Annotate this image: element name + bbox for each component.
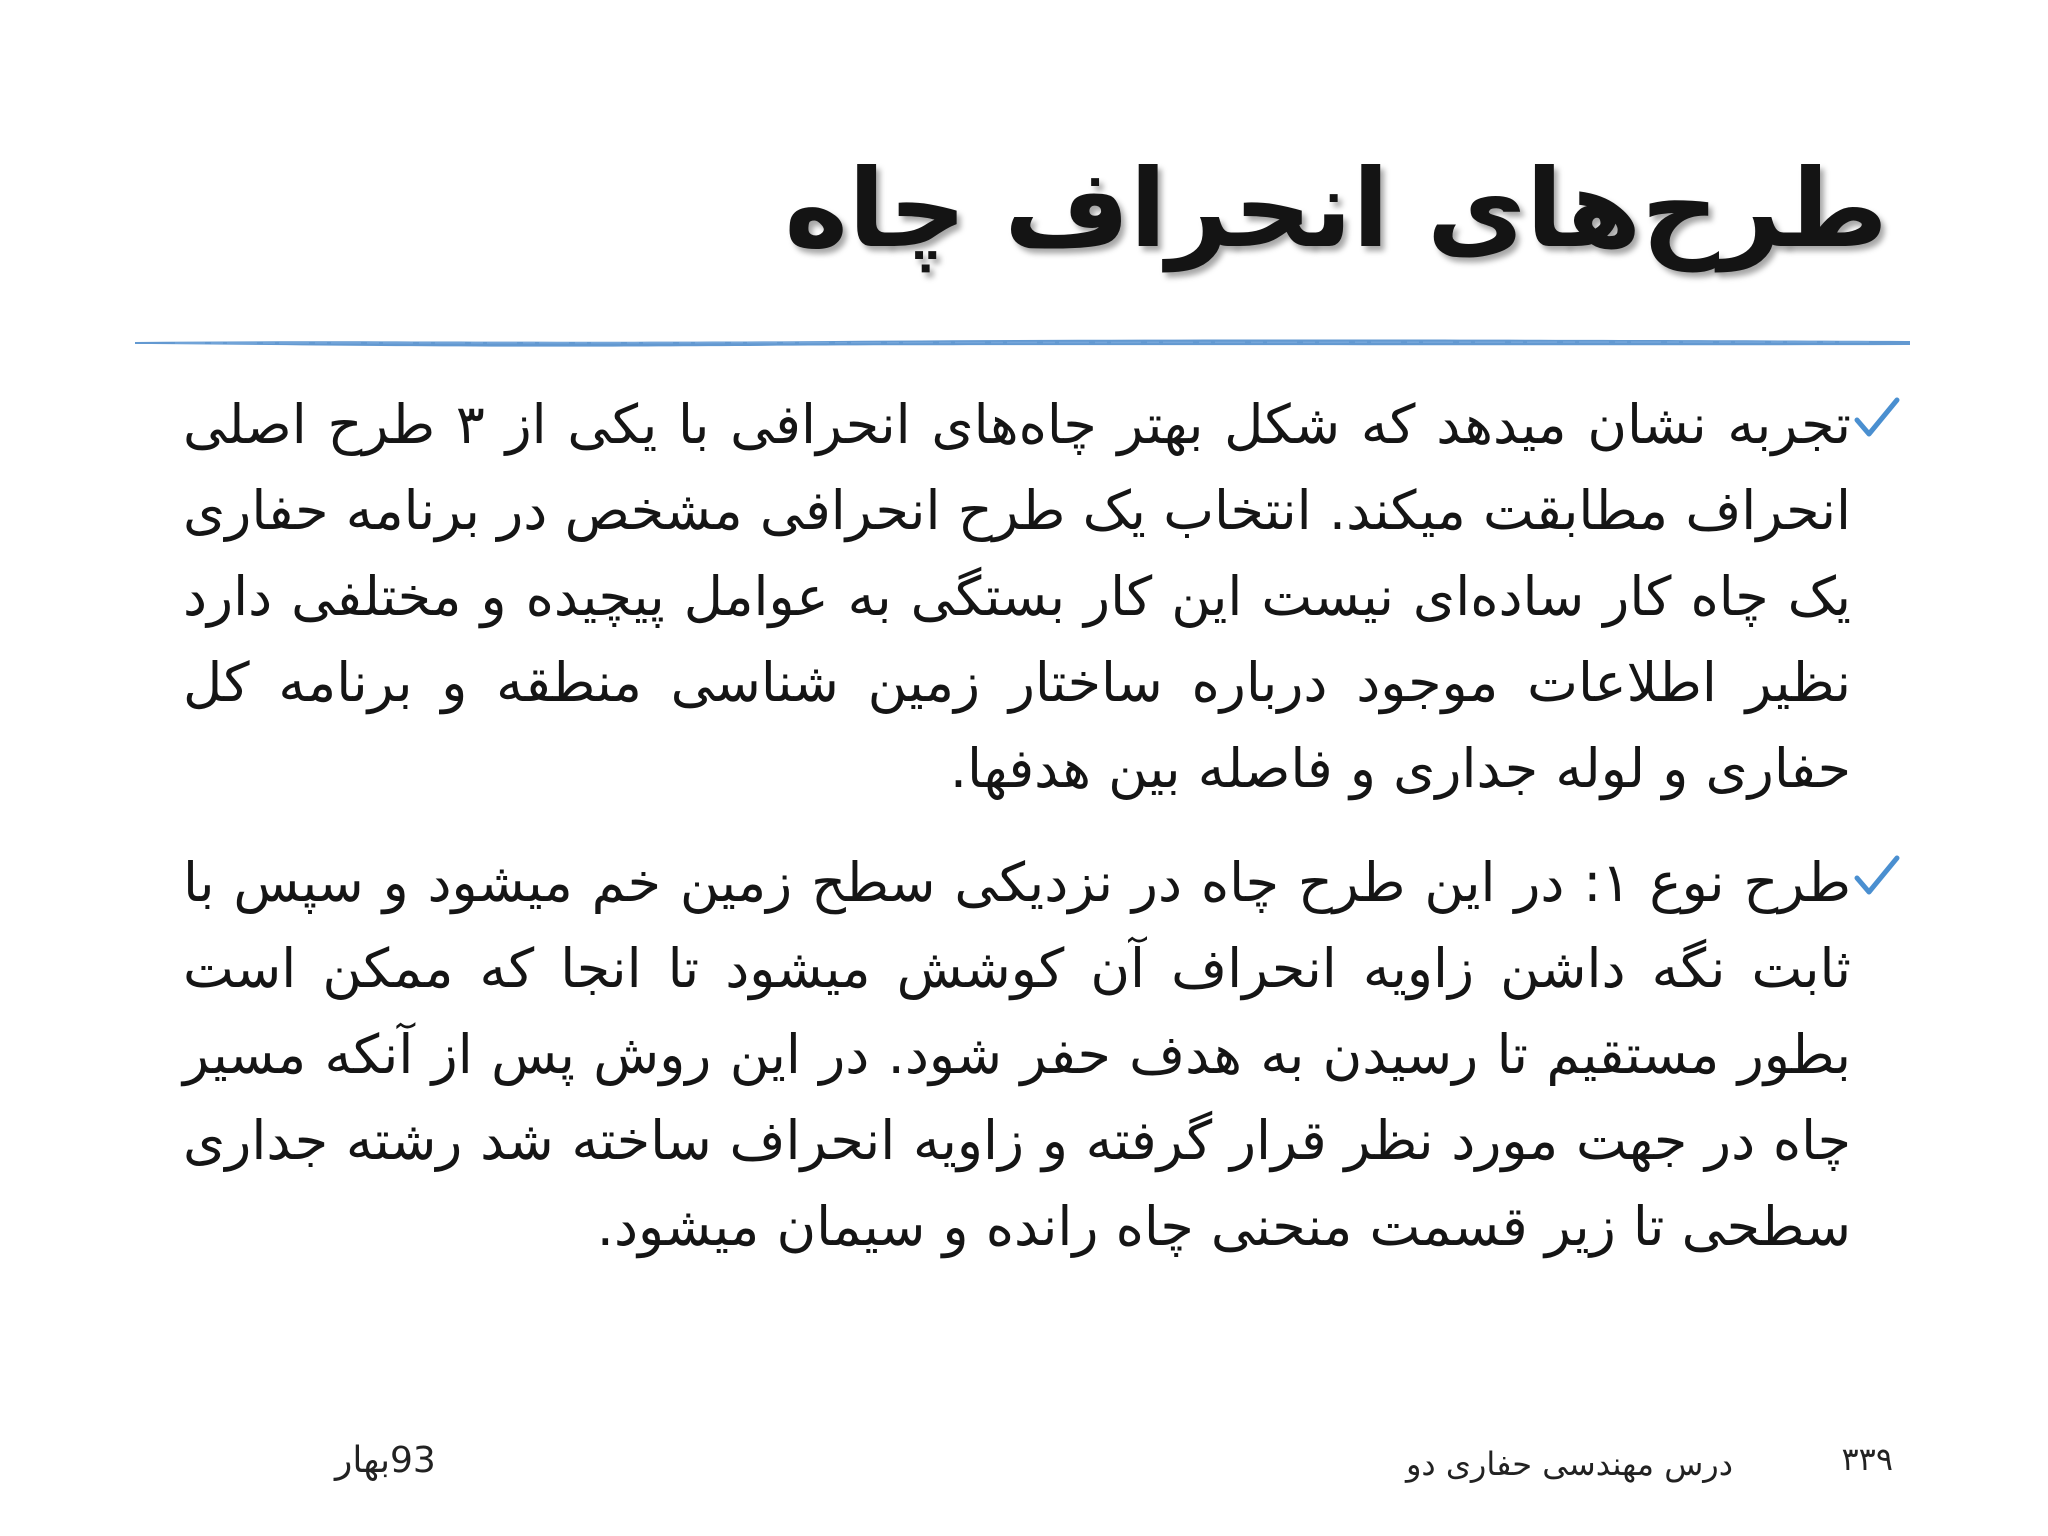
term-label: 93بهار bbox=[335, 1440, 436, 1481]
bullet-list bbox=[183, 382, 1903, 1298]
bullet-item bbox=[183, 382, 1903, 812]
checkmark-icon bbox=[1851, 390, 1903, 442]
course-name: درس مهندسی حفاری دو bbox=[1405, 1445, 1733, 1483]
bullet-item bbox=[183, 840, 1903, 1270]
bullet-text: تجربه نشان میدهد که شکل بهتر چاه‌های انحرافی با یکی از ۳ طرح اصلی انحراف مطابقت میکند. انتخاب یک طرح انحرافی مشخص در برنامه حفاری یک چاه کار ساده‌ای نیست این کار بستگی به عوامل پیچیده و مختلفی دارد نظیر اطلاعات موجود درباره ساختار زمین شناسی منطقه و برنامه کل حفاری و لوله جداری و فاصله بین هدفها. bbox=[183, 393, 1852, 800]
slide-title: طرح‌های انحراف چاه bbox=[784, 147, 1888, 272]
title-divider bbox=[135, 334, 1910, 350]
page-number: ۳۳۹ bbox=[1841, 1440, 1893, 1478]
checkmark-icon bbox=[1851, 848, 1903, 900]
bullet-text: طرح نوع ۱: در این طرح چاه در نزدیکی سطح زمین خم میشود و سپس با ثابت نگه داشن زاویه انحراف آن کوشش میشود تا انجا که ممکن است بطور مستقیم تا رسیدن به هدف حفر شود. در این روش پس از آنکه مسیر چاه در جهت مورد نظر قرار گرفته و زاویه انحراف ساخته شد رشته جداری سطحی تا زیر قسمت منحنی چاه رانده و سیمان میشود. bbox=[183, 851, 1852, 1258]
